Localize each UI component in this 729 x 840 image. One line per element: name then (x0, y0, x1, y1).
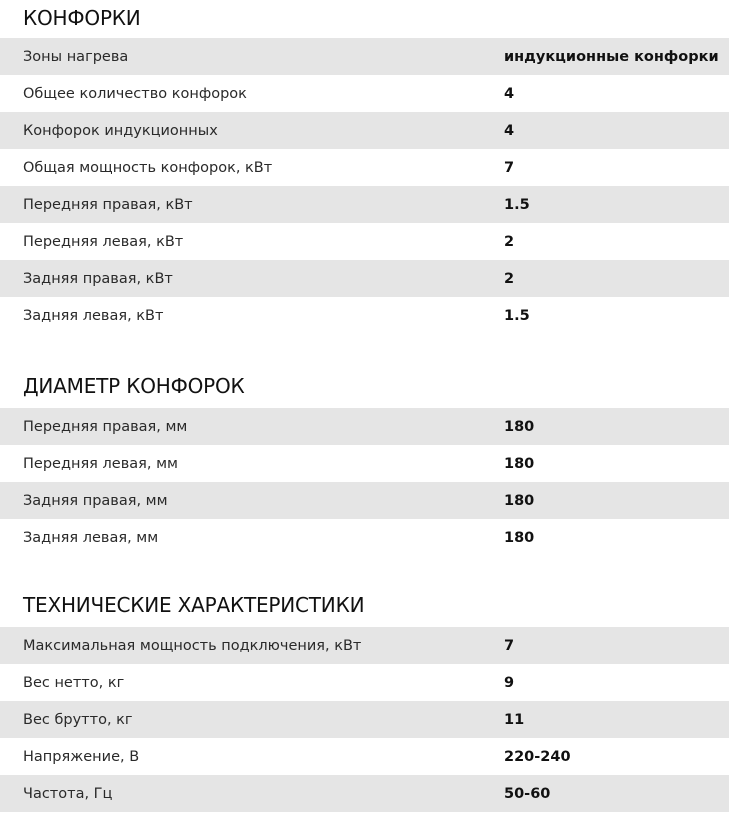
spec-value: 220-240 (504, 748, 571, 765)
spec-label: Задняя левая, кВт (23, 307, 164, 324)
spec-label: Напряжение, В (23, 748, 140, 765)
spec-label: Максимальная мощность подключения, кВт (23, 637, 362, 654)
spec-row (0, 482, 729, 519)
spec-value: 180 (504, 455, 535, 472)
spec-value: 180 (504, 418, 535, 435)
spec-row (0, 664, 729, 701)
spec-row (0, 445, 729, 482)
spec-value: 7 (504, 637, 515, 654)
spec-value: индукционные конфорки (504, 48, 719, 65)
spec-label: Общее количество конфорок (23, 85, 247, 102)
spec-row (0, 38, 729, 75)
spec-label: Конфорок индукционных (23, 122, 218, 139)
spec-label: Вес нетто, кг (23, 674, 125, 691)
section-title: ДИАМЕТР КОНФОРОК (23, 374, 245, 398)
spec-value: 7 (504, 159, 515, 176)
section-burner-diameter (0, 365, 729, 556)
spec-value: 180 (504, 529, 535, 546)
spec-label: Передняя правая, мм (23, 418, 188, 435)
spec-row (0, 112, 729, 149)
spec-value: 9 (504, 674, 515, 691)
spec-row (0, 408, 729, 445)
spec-row (0, 627, 729, 664)
spec-row (0, 75, 729, 112)
spec-row (0, 701, 729, 738)
spec-row (0, 738, 729, 775)
spec-row (0, 260, 729, 297)
section-title: КОНФОРКИ (23, 6, 141, 30)
spec-value: 2 (504, 270, 515, 287)
spec-value: 11 (504, 711, 525, 728)
spec-label: Частота, Гц (23, 785, 113, 802)
spec-label: Зоны нагрева (23, 48, 129, 65)
spec-row (0, 223, 729, 260)
spec-label: Передняя левая, мм (23, 455, 178, 472)
spec-label: Вес брутто, кг (23, 711, 133, 728)
spec-value: 4 (504, 122, 515, 139)
section-technical-specs (0, 584, 729, 812)
spec-row (0, 775, 729, 812)
spec-value: 50-60 (504, 785, 551, 802)
spec-row (0, 519, 729, 556)
spec-value: 2 (504, 233, 515, 250)
spec-label: Общая мощность конфорок, кВт (23, 159, 273, 176)
spec-value: 180 (504, 492, 535, 509)
spec-row (0, 297, 729, 334)
section-title: ТЕХНИЧЕСКИЕ ХАРАКТЕРИСТИКИ (23, 593, 365, 617)
spec-label: Передняя правая, кВт (23, 196, 193, 213)
spec-label: Задняя правая, кВт (23, 270, 173, 287)
spec-value: 1.5 (504, 307, 530, 324)
spec-label: Передняя левая, кВт (23, 233, 184, 250)
spec-label: Задняя правая, мм (23, 492, 168, 509)
spec-row (0, 186, 729, 223)
spec-label: Задняя левая, мм (23, 529, 159, 546)
spec-value: 1.5 (504, 196, 530, 213)
section-burners (0, 0, 729, 334)
spec-value: 4 (504, 85, 515, 102)
spec-row (0, 149, 729, 186)
